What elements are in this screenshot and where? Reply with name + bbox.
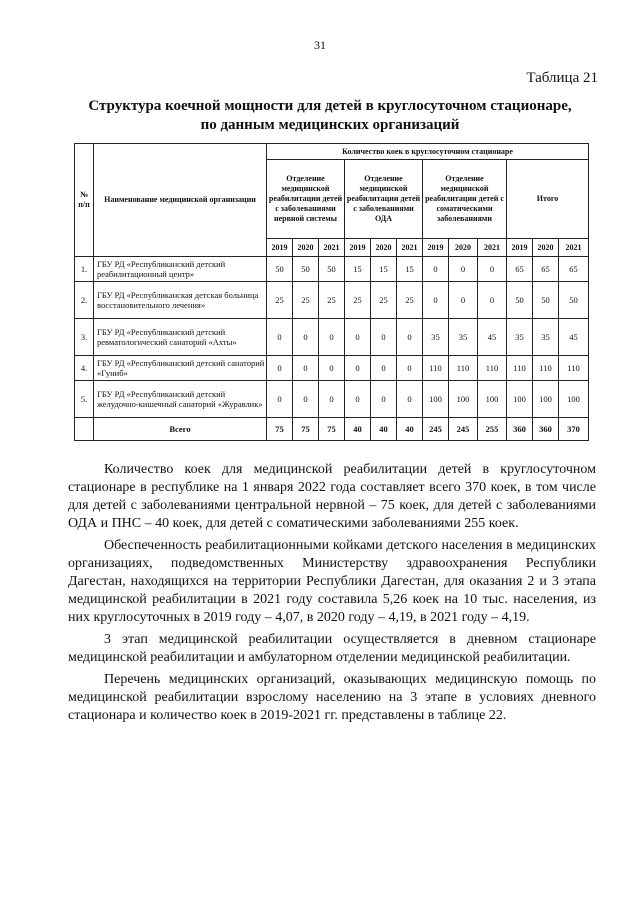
cell-value: 25: [267, 282, 293, 319]
body-text: [68, 461, 596, 729]
year-header: 2019: [267, 239, 293, 257]
cell-value: 50: [559, 282, 589, 319]
year-header: 2020: [533, 239, 559, 257]
cell-value: 0: [267, 319, 293, 356]
row-num: 1.: [75, 257, 94, 282]
cell-value: 0: [267, 381, 293, 418]
cell-value: 50: [507, 282, 533, 319]
cell-value: 0: [319, 381, 345, 418]
org-name: ГБУ РД «Республиканская детская больница восстановительного лечения»: [94, 282, 267, 319]
cell-value: 0: [371, 319, 397, 356]
cell-value: 110: [423, 356, 449, 381]
cell-value: 15: [345, 257, 371, 282]
org-name: ГБУ РД «Республиканский детский желудочно-кишечный санаторий «Журавлик»: [94, 381, 267, 418]
cell-value: 110: [478, 356, 507, 381]
cell-value: 65: [507, 257, 533, 282]
total-value: 40: [397, 418, 423, 441]
cell-value: 50: [267, 257, 293, 282]
cell-value: 0: [478, 282, 507, 319]
header-dept-oda: Отделение медицинской реабилитации детей с заболеваниями ОДА: [345, 160, 423, 239]
cell-value: 0: [371, 356, 397, 381]
table-row: [75, 257, 589, 282]
cell-value: 0: [293, 381, 319, 418]
cell-value: 45: [559, 319, 589, 356]
total-value: 40: [371, 418, 397, 441]
cell-value: 45: [478, 319, 507, 356]
cell-value: 100: [533, 381, 559, 418]
year-header: 2021: [478, 239, 507, 257]
cell-value: 25: [319, 282, 345, 319]
table-row: [75, 381, 589, 418]
cell-value: 25: [345, 282, 371, 319]
total-value: 75: [319, 418, 345, 441]
cell-value: 100: [507, 381, 533, 418]
cell-value: 50: [533, 282, 559, 319]
header-bed-count: Количество коек в круглосуточном стационаре: [267, 144, 589, 160]
header-num: № п/п: [75, 144, 94, 257]
cell-value: 25: [293, 282, 319, 319]
cell-value: 0: [423, 257, 449, 282]
cell-value: 110: [449, 356, 478, 381]
cell-value: 25: [371, 282, 397, 319]
cell-value: 110: [507, 356, 533, 381]
page-number: 31: [314, 38, 326, 52]
cell-value: 35: [449, 319, 478, 356]
cell-value: 0: [423, 282, 449, 319]
cell-value: 0: [449, 257, 478, 282]
total-value: 75: [293, 418, 319, 441]
org-name: ГБУ РД «Республиканский детский ревматологический санаторий «Ахты»: [94, 319, 267, 356]
org-name: ГБУ РД «Республиканский детский санаторий «Гуниб»: [94, 356, 267, 381]
cell-value: 100: [423, 381, 449, 418]
cell-value: 0: [319, 356, 345, 381]
cell-value: 0: [345, 381, 371, 418]
row-num: [75, 418, 94, 441]
paragraph: Перечень медицинских организаций, оказывающих медицинскую помощь по медицинской реабилитации взрослому населению на 3 этапе в условиях дневного стационара и количество коек в 2019-2021 гг. представлены в таблице 22.: [68, 672, 596, 723]
year-header: 2020: [371, 239, 397, 257]
header-total: Итого: [507, 160, 589, 239]
cell-value: 0: [478, 257, 507, 282]
row-num: 5.: [75, 381, 94, 418]
beds-table: [74, 143, 589, 441]
year-header: 2020: [449, 239, 478, 257]
table-total-row: [75, 418, 589, 441]
cell-value: 15: [397, 257, 423, 282]
table-row: [75, 319, 589, 356]
total-value: 245: [423, 418, 449, 441]
paragraph: 3 этап медицинской реабилитации осуществляется в дневном стационаре медицинской реабилитации и амбулаторном отделении медицинской реабилитации.: [68, 632, 596, 665]
year-header: 2019: [423, 239, 449, 257]
total-label: Всего: [94, 418, 267, 441]
cell-value: 0: [267, 356, 293, 381]
cell-value: 0: [397, 356, 423, 381]
row-num: 2.: [75, 282, 94, 319]
cell-value: 35: [533, 319, 559, 356]
year-header: 2021: [319, 239, 345, 257]
cell-value: 100: [478, 381, 507, 418]
cell-value: 65: [559, 257, 589, 282]
paragraph: Обеспеченность реабилитационными койками детского населения в медицинских организациях, подведомственных Министерству здравоохранения Республики Дагестан, находящихся на территории Республики Дагестан, для оказания 2 и 3 этапа медицинской реабилитации в 2021 году составила 5,26 коек на 10 тыс. населения, из них круглосуточных в 2019 году – 4,07, в 2020 году – 4,19, в 2021 году – 4,19.: [68, 538, 596, 625]
total-value: 360: [533, 418, 559, 441]
header-dept-somatic: Отделение медицинской реабилитации детей с соматическими заболеваниями: [423, 160, 507, 239]
table-label: Таблица 21: [526, 70, 598, 86]
year-header: 2021: [559, 239, 589, 257]
cell-value: 50: [319, 257, 345, 282]
cell-value: 0: [397, 319, 423, 356]
cell-value: 110: [533, 356, 559, 381]
cell-value: 110: [559, 356, 589, 381]
row-num: 3.: [75, 319, 94, 356]
cell-value: 0: [449, 282, 478, 319]
year-header: 2020: [293, 239, 319, 257]
header-dept-nervous: Отделение медицинской реабилитации детей с заболеваниями нервной системы: [267, 160, 345, 239]
org-name: ГБУ РД «Республиканский детский реабилитационный центр»: [94, 257, 267, 282]
total-value: 255: [478, 418, 507, 441]
paragraph: Количество коек для медицинской реабилитации детей в круглосуточном стационаре в республике на 1 января 2022 года составляет всего 370 коек, в том числе для детей с заболеваниями центральной нервной – 75 коек, для детей с заболеваниями ОДА и ПНС – 40 коек, для детей с соматическими заболеваниями 255 коек.: [68, 462, 596, 531]
cell-value: 0: [345, 356, 371, 381]
cell-value: 100: [449, 381, 478, 418]
total-value: 360: [507, 418, 533, 441]
year-header: 2021: [397, 239, 423, 257]
cell-value: 0: [293, 319, 319, 356]
total-value: 245: [449, 418, 478, 441]
title-line-1: Структура коечной мощности для детей в круглосуточном стационаре,: [88, 98, 572, 114]
cell-value: 35: [507, 319, 533, 356]
header-org-name: Наименование медицинской организации: [94, 144, 267, 257]
cell-value: 0: [293, 356, 319, 381]
cell-value: 0: [397, 381, 423, 418]
cell-value: 0: [345, 319, 371, 356]
table-row: [75, 356, 589, 381]
total-value: 370: [559, 418, 589, 441]
title-line-2: по данным медицинских организаций: [200, 117, 460, 133]
total-value: 75: [267, 418, 293, 441]
cell-value: 50: [293, 257, 319, 282]
cell-value: 65: [533, 257, 559, 282]
cell-value: 15: [371, 257, 397, 282]
cell-value: 25: [397, 282, 423, 319]
cell-value: 0: [371, 381, 397, 418]
cell-value: 0: [319, 319, 345, 356]
year-header: 2019: [345, 239, 371, 257]
table-title: [70, 97, 590, 135]
table-row: [75, 282, 589, 319]
total-value: 40: [345, 418, 371, 441]
cell-value: 100: [559, 381, 589, 418]
row-num: 4.: [75, 356, 94, 381]
cell-value: 35: [423, 319, 449, 356]
year-header: 2019: [507, 239, 533, 257]
